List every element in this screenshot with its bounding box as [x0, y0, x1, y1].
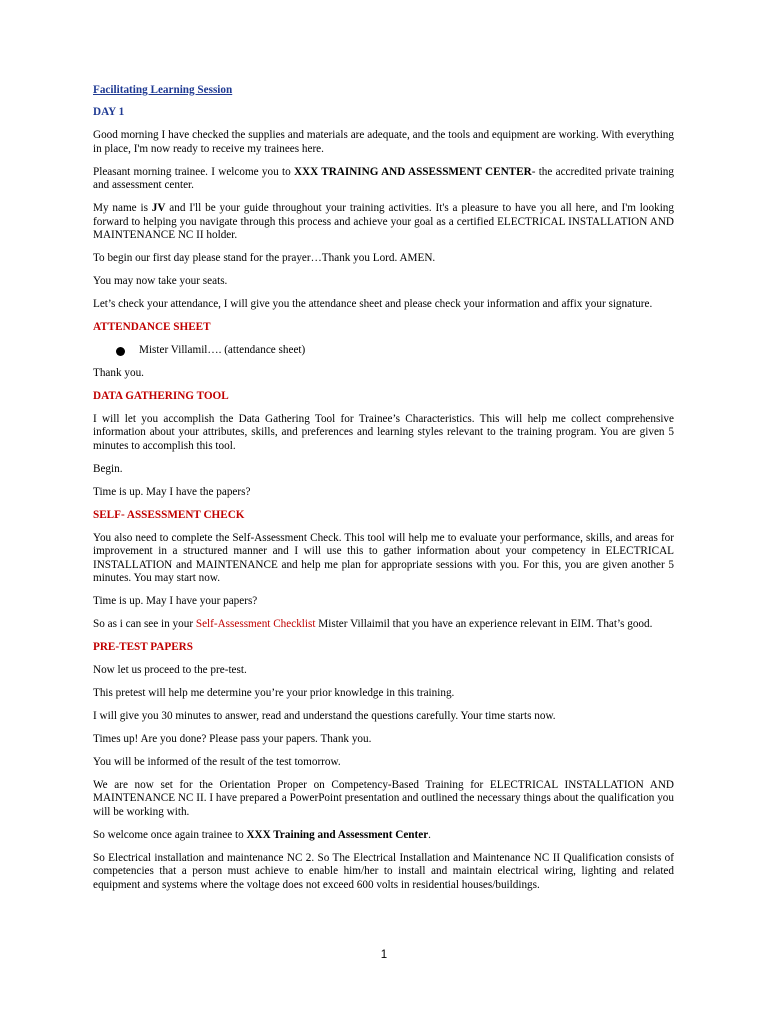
paragraph: Good morning I have checked the supplies and materials are adequate, and the tools and equipment are working. With everything in place, I'm now ready to receive my trainees here.: [93, 129, 674, 155]
paragraph: I will give you 30 minutes to answer, read and understand the questions carefully. Your time starts now.: [93, 710, 556, 723]
document-title: Facilitating Learning Session: [93, 84, 233, 96]
paragraph: Now let us proceed to the pre-test.: [93, 664, 247, 677]
day-heading: DAY 1: [93, 106, 125, 119]
paragraph: I will let you accomplish the Data Gathering Tool for Trainee’s Characteristics. This will help me collect comprehensive information about your attributes, skills, and preferences and learning styles relevant to the training program. You are given 5 minutes to accomplish this tool.: [93, 413, 674, 452]
page-number: 1: [380, 949, 388, 961]
paragraph: My name is JV and I'll be your guide throughout your training activities. It's a pleasure to have you all here, and I'm looking forward to helping you navigate through this process and achieve your goal as a certified ELECTRICAL INSTALLATION AND MAINTENANCE NC II holder.: [93, 202, 674, 242]
section-heading-attendance: ATTENDANCE SHEET: [93, 321, 211, 334]
paragraph: You also need to complete the Self-Assessment Check. This tool will help me to evaluate your performance, skills, and areas for improvement in a structured manner and I will use this to gather information about your competency in ELECTRICAL INSTALLATION and MAINTENANCE and help me plan for appropriate sessions with you. For this, you are given another 5 minutes. You may start now.: [93, 531, 674, 585]
section-heading-self-assessment: SELF- ASSESSMENT CHECK: [93, 508, 245, 521]
list-item: Mister Villamil…. (attendance sheet): [93, 344, 674, 357]
document-body: [93, 84, 674, 902]
paragraph: Thank you.: [93, 367, 144, 380]
paragraph: To begin our first day please stand for the prayer…Thank you Lord. AMEN.: [93, 252, 436, 265]
section-heading-pretest: PRE-TEST PAPERS: [93, 641, 193, 654]
paragraph: Time is up. May I have your papers?: [93, 595, 258, 608]
section-heading-data-gathering: DATA GATHERING TOOL: [93, 390, 229, 403]
paragraph: You will be informed of the result of the test tomorrow.: [93, 756, 341, 769]
paragraph: This pretest will help me determine you’re your prior knowledge in this training.: [93, 687, 455, 700]
paragraph: Time is up. May I have the papers?: [93, 485, 251, 498]
paragraph: So as i can see in your Self-Assessment Checklist Mister Villaimil that you have an experience relevant in EIM. That’s good.: [93, 618, 653, 631]
paragraph: Let’s check your attendance, I will give you the attendance sheet and please check your information and affix your signature.: [93, 298, 653, 311]
paragraph: Pleasant morning trainee. I welcome you to XXX TRAINING AND ASSESSMENT CENTER- the accredited private training and assessment center.: [93, 165, 674, 192]
paragraph: So Electrical installation and maintenance NC 2. So The Electrical Installation and Maintenance NC II Qualification consists of competencies that a person must achieve to enable him/her to install and maintain electrical wiring, lighting and related equipment and systems where the voltage does not exceed 600 volts in residential houses/buildings.: [93, 851, 674, 891]
paragraph: Begin.: [93, 462, 123, 475]
paragraph: So welcome once again trainee to XXX Training and Assessment Center.: [93, 828, 431, 841]
paragraph: Times up! Are you done? Please pass your papers. Thank you.: [93, 733, 372, 746]
paragraph: You may now take your seats.: [93, 275, 228, 288]
paragraph: We are now set for the Orientation Proper on Competency-Based Training for ELECTRICAL INSTALLATION AND MAINTENANCE NC II. I have prepared a PowerPoint presentation and outlined the necessary things about the qualification you will be working with.: [93, 779, 674, 818]
bullet-icon: [116, 347, 125, 356]
